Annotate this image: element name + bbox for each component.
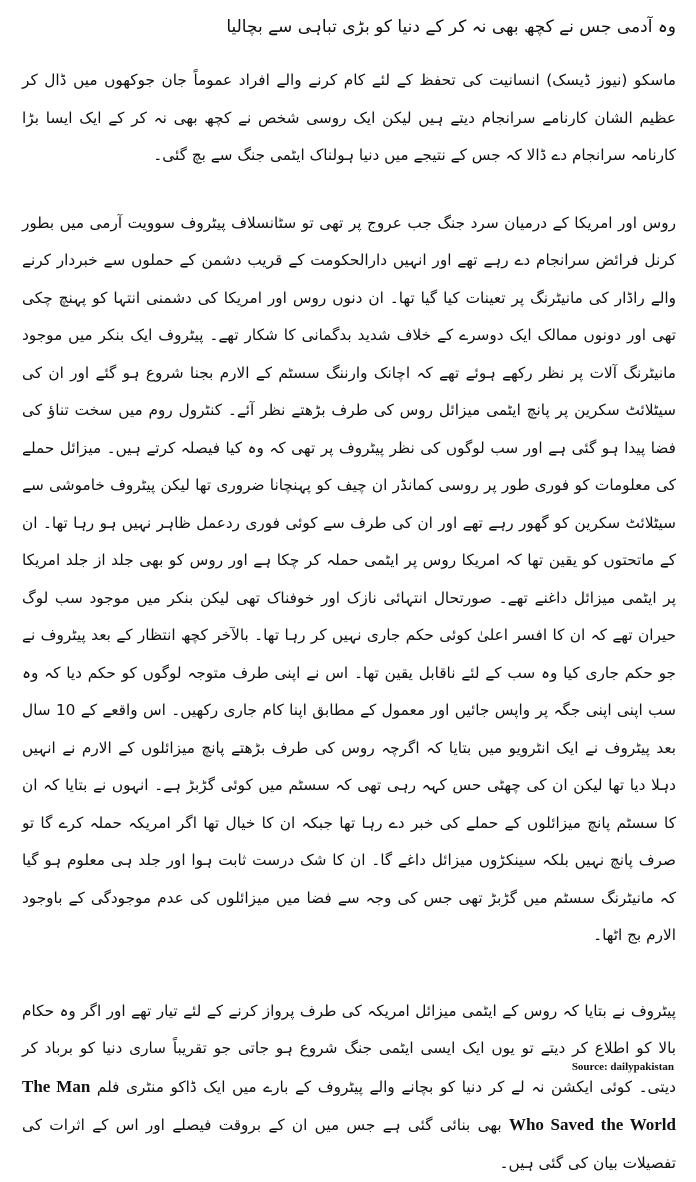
source-credit: Source: dailypakistan xyxy=(572,1061,674,1073)
closing-paragraph xyxy=(22,993,676,1182)
article-headline: وہ آدمی جس نے کچھ بھی نہ کر کے دنیا کو بڑی تباہی سے بچالیا xyxy=(22,14,676,40)
closing-text-before: پیٹروف نے بتایا کہ روس کے ایٹمی میزائل امریکہ کی طرف پرواز کرنے کے لئے تیار تھے اور اگر وہ حکام بالا کو اطلاع کر دیتے تو یوں ایک ایسی ایٹمی جنگ شروع ہو جاتی جو تقریباً ساری دنیا کو برباد کر دیتی۔ کوئی ایکشن نہ لے کر دنیا کو بچانے والے پیٹروف کے بارے میں ایک ڈاکو منٹری فلم xyxy=(22,1002,676,1096)
closing-text-after: بھی بنائی گئی ہے جس میں ان کے بروقت فیصلے اور اس کے اثرات کی تفصیلات بیان کی گئی ہیں۔ xyxy=(22,1116,676,1172)
intro-paragraph: ماسکو (نیوز ڈیسک) انسانیت کی تحفظ کے لئے کام کرنے والے افراد عموماً جان جوکھوں میں ڈال کر عظیم الشان کارنامے سرانجام دیتے ہیں لیکن ایک روسی شخص نے کچھ بھی نہ کر کے ایک ایسا بڑا کارنامہ سرانجام دے ڈالا کہ جس کے نتیجے میں دنیا ہولناک ایٹمی جنگ سے بچ گئی۔ xyxy=(22,62,676,175)
body-paragraph: روس اور امریکا کے درمیان سرد جنگ جب عروج پر تھی تو سٹانسلاف پیٹروف سوویت آرمی میں بطور کرنل فرائض سرانجام دے رہے تھے اور انہیں دارالحکومت کے قریب دشمن کے حملوں سے خبردار کرنے والے راڈار کی مانیٹرنگ پر تعینات کیا گیا تھا۔ ان دنوں روس اور امریکا کی دشمنی انتہا کو پہنچ چکی تھی اور دونوں ممالک ایک دوسرے کے خلاف شدید بدگمانی کا شکار تھے۔ پیٹروف ایک بنکر میں موجود مانیٹرنگ آلات پر نظر رکھے ہوئے تھے کہ اچانک وارننگ سسٹم کے الارم بجنا شروع ہو گئے اور ان کی سیٹلائٹ سکرین پر پانچ ایٹمی میزائل روس کی طرف بڑھتے نظر آئے۔ کنٹرول روم میں سخت تناؤ کی فضا پیدا ہو گئی ہے اور سب لوگوں کی نظر پیٹروف پر تھی کہ وہ کیا فیصلہ کرتے ہیں۔ میزائل حملے کی معلومات کو فوری طور پر روسی کمانڈر ان چیف کو پہنچانا ضروری تھا لیکن پیٹروف خاموشی سے سیٹلائٹ سکرین کو گھور رہے تھے اور ان کی طرف سے کوئی فوری ردعمل ظاہر نہیں ہو رہا تھا۔ ان کے ماتحتوں کو یقین تھا کہ امریکا روس پر ایٹمی حملہ کر چکا ہے اور روس کو بھی جلد از جلد امریکا پر ایٹمی میزائل داغنے تھے۔ صورتحال انتہائی نازک اور خوفناک تھی لیکن بنکر میں موجود سب لوگ حیران تھے کہ ان کا افسر اعلیٰ کوئی حکم جاری نہیں کر رہا تھا۔ بالآخر کچھ انتظار کے بعد پیٹروف نے جو حکم جاری کیا وہ سب کے لئے ناقابل یقین تھا۔ اس نے اپنی طرف متوجہ لوگوں کو حکم دیا کہ وہ سب اپنی اپنی جگہ پر واپس جائیں اور معمول کے مطابق اپنا کام جاری رکھیں۔ اس واقعے کے 10 سال بعد پیٹروف نے ایک انٹرویو میں بتایا کہ اگرچہ روس کی طرف بڑھتے پانچ میزائلوں کے الارم نے انہیں دہلا دیا تھا لیکن ان کی چھٹی حس کہہ رہی تھی کہ سسٹم میں کوئی گڑبڑ ہے۔ انہوں نے بتایا کہ ان کا سسٹم پانچ میزائلوں کے حملے کی خبر دے رہا تھا جبکہ ان کا خیال تھا اگر امریکہ حملہ کرے گا تو صرف پانچ نہیں بلکہ سینکڑوں میزائل داغے گا۔ ان کا شک درست ثابت ہوا اور جلد ہی معلوم ہو گیا کہ مانیٹرنگ سسٹم میں گڑبڑ تھی جس کی وجہ سے فضا میں میزائلوں کی عدم موجودگی کے باوجود الارم بج اٹھا۔ xyxy=(22,205,676,955)
film-title: The Man Who Saved the World xyxy=(22,1077,676,1135)
